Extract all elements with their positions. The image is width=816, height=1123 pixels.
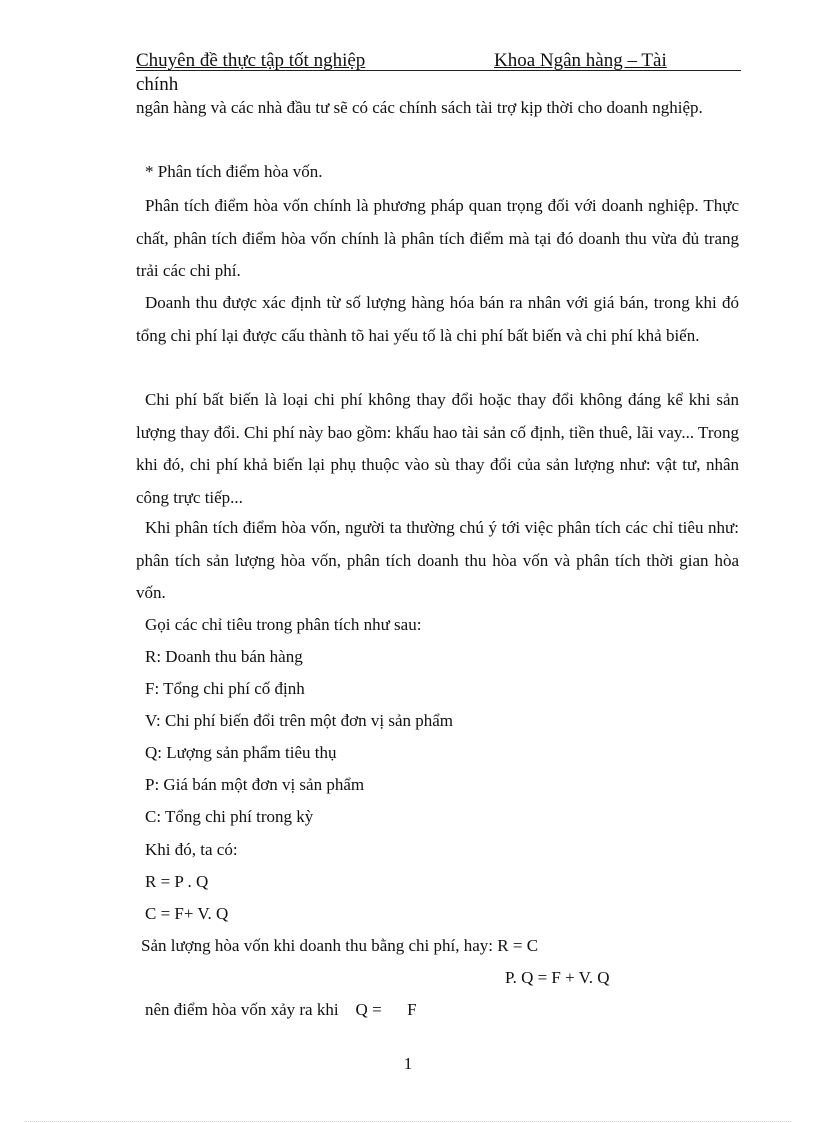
paragraph-indicators: Khi phân tích điểm hòa vốn, người ta thường chú ý tới việc phân tích các chỉ tiêu như: phân tích sản lượng hòa vốn, phân tích doanh thu hòa vốn và phân tích thời gian hòa vốn. [136,518,739,603]
paragraph-revenue: Doanh thu được xác định từ số lượng hàng hóa bán ra nhân với giá bán, trong khi đó tổng chi phí lại được cấu thành tõ hai yếu tố là chi phí bất biến và chi phí khả biến. [136,293,739,345]
header-rule [136,70,741,71]
equation-cost: C = F+ V. Q [145,904,229,923]
definitions-intro: Gọi các chỉ tiêu trong phân tích như sau: [145,615,422,634]
header-title-left: Chuyên đề thực tập tốt nghiệp [136,50,366,71]
definition-item: P: Giá bán một đơn vị sản phẩm [145,775,365,794]
equations-intro: Khi đó, ta có: [145,840,238,859]
paragraph-continuation: ngân hàng và các nhà đầu tư sẽ có các chính sách tài trợ kịp thời cho doanh nghiệp. [136,98,703,117]
definition-item: C: Tổng chi phí trong kỳ [145,807,314,826]
equation-revenue: R = P . Q [145,872,209,891]
paragraph-fixed-costs: Chi phí bất biến là loại chi phí không thay đổi hoặc thay đổi không đáng kể khi sản lượng thay đổi. Chi phí này bao gồm: khấu hao tài sản cố định, tiền thuê, lãi vay... Trong khi đó, chi phí khả biến lại phụ thuộc vào sù thay đổi của sản lượng như: vật tư, nhân công trực tiếp... [136,390,739,507]
definition-item: Q: Lượng sản phẩm tiêu thụ [145,743,337,762]
paragraph-breakeven-intro: Phân tích điểm hòa vốn chính là phương pháp quan trọng đối với doanh nghiệp. Thực chất, phân tích điểm hòa vốn chính là phân tích điểm mà tại đó doanh thu vừa đủ trang trải các chi phí. [136,196,739,281]
definition-item: V: Chi phí biến đổi trên một đơn vị sản phẩm [145,711,454,730]
definition-item: R: Doanh thu bán hàng [145,647,303,666]
page-number: 1 [403,1054,413,1073]
header-title-right: Khoa Ngân hàng – Tài [494,50,667,71]
header-title-wrap: chính [136,74,179,95]
breakeven-condition: Sản lượng hòa vốn khi doanh thu bằng chi phí, hay: R = C [141,936,539,955]
definition-item: F: Tổng chi phí cố định [145,679,305,698]
breakeven-conclusion: nên điểm hòa vốn xảy ra khi Q = F [145,1000,417,1019]
page-bottom-border [25,1121,791,1122]
equation-breakeven: P. Q = F + V. Q [505,968,610,987]
section-heading: * Phân tích điểm hòa vốn. [145,162,323,181]
